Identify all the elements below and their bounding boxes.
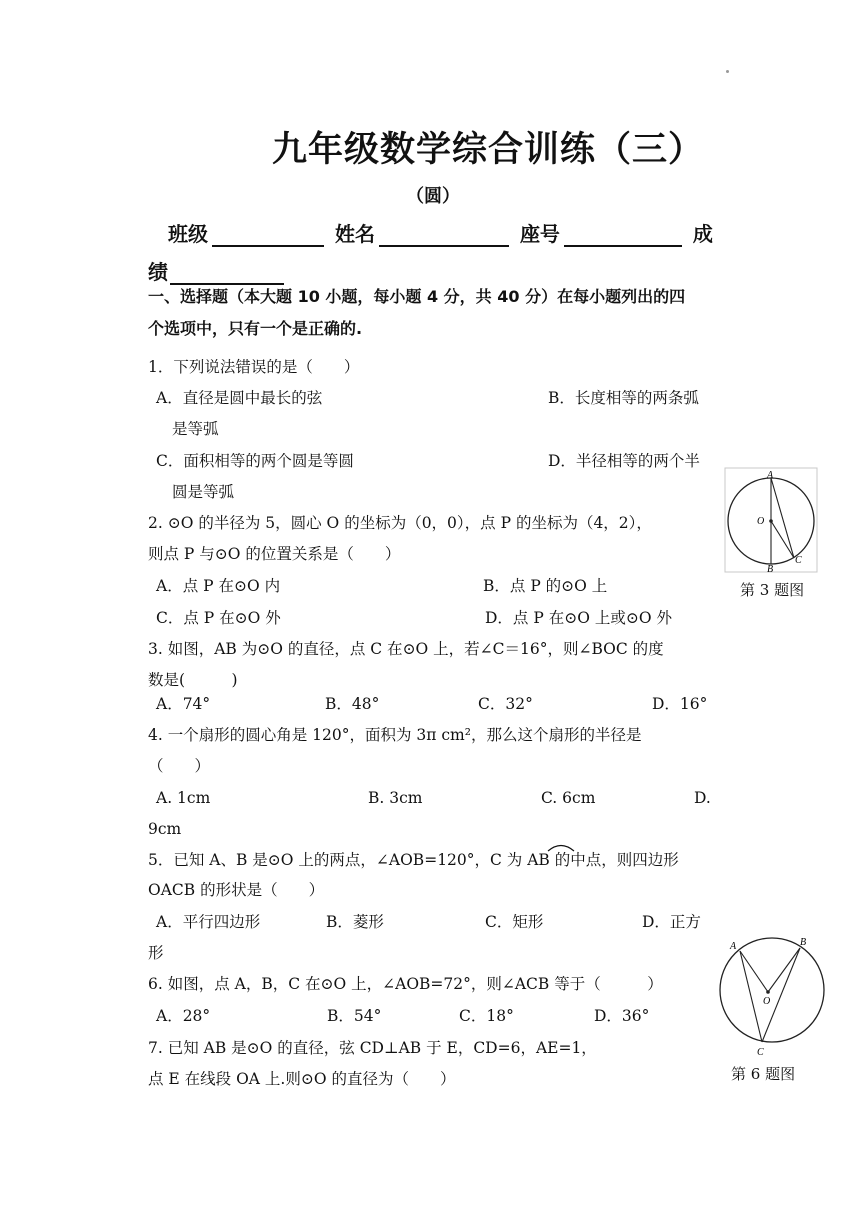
q5-stem-line1: 5．已知 A、B 是⊙O 上的两点，∠AOB=120°，C 为 AB 的中点，则四边形 — [148, 851, 679, 869]
page-subtitle: （圆） — [406, 186, 460, 207]
figure-3-diagram — [724, 466, 820, 574]
name-label: 姓名 — [334, 222, 375, 246]
q2-option-b: B．点 P 的⊙O 上 — [483, 577, 608, 595]
figure-3-chord — [771, 478, 794, 558]
figure-6-diagram — [716, 934, 828, 1060]
score-row — [148, 256, 288, 285]
score-label-2: 绩 — [148, 260, 168, 284]
figure-3-caption: 第 3 题图 — [740, 581, 805, 599]
q3-option-a: A．74° — [156, 695, 211, 713]
q6-option-d: D．36° — [594, 1007, 650, 1025]
q5-stem-line2: OACB 的形状是（ ） — [148, 881, 325, 899]
class-field[interactable] — [212, 227, 324, 247]
q2-option-d: D．点 P 在⊙O 上或⊙O 外 — [485, 609, 672, 627]
q3-option-d: D．16° — [652, 695, 708, 713]
seat-field[interactable] — [564, 227, 682, 247]
q1-option-a: A．直径是圆中最长的弦 — [156, 389, 323, 407]
q7-stem-line1: 7. 已知 AB 是⊙O 的直径，弦 CD⊥AB 于 E，CD=6，AE=1， — [148, 1039, 597, 1057]
q2-stem-line1: 2. ⊙O 的半径为 5，圆心 O 的坐标为（0，0），点 P 的坐标为（4，2）， — [148, 514, 652, 532]
q1-option-b: B．长度相等的两条弧 — [548, 389, 699, 407]
q5-option-c: C．矩形 — [485, 913, 544, 931]
q4-stem-line1: 4. 一个扇形的圆心角是 120°，面积为 3π cm²，那么这个扇形的半径是 — [148, 726, 642, 744]
q6-option-b: B．54° — [327, 1007, 382, 1025]
q6-option-a: A．28° — [156, 1007, 211, 1025]
figure-3-radius — [771, 521, 794, 558]
page-title: 九年级数学综合训练（三） — [272, 130, 705, 170]
q3-option-c: C．32° — [478, 695, 533, 713]
q3-stem-line2: 数是( ) — [148, 671, 238, 689]
figure-6-caption: 第 6 题图 — [731, 1065, 796, 1083]
q1-option-d-cont: 圆是等弧 — [172, 483, 235, 501]
q2-option-c: C．点 P 在⊙O 外 — [156, 609, 281, 627]
q4-option-a: A. 1cm — [156, 789, 211, 807]
figure-6-label-b: B — [800, 937, 807, 948]
q4-option-b: B. 3cm — [368, 789, 423, 807]
figure-3-label-o: O — [757, 516, 765, 527]
figure-3-label-c: C — [795, 555, 802, 566]
q2-option-a: A．点 P 在⊙O 内 — [156, 577, 281, 595]
corner-dot — [726, 70, 729, 73]
q1-stem: 1．下列说法错误的是（ ） — [148, 358, 360, 376]
q4-option-d: D. — [694, 789, 711, 807]
q5-option-a: A．平行四边形 — [156, 913, 261, 931]
class-label: 班级 — [168, 222, 208, 246]
q3-stem-line1: 3. 如图，AB 为⊙O 的直径，点 C 在⊙O 上，若∠C＝16°，则∠BOC 的度 — [148, 640, 664, 658]
seat-label: 座号 — [519, 222, 560, 246]
figure-3-center-dot — [769, 519, 773, 523]
figure-3-label-a: A — [767, 470, 774, 481]
name-field[interactable] — [379, 227, 509, 247]
q1-option-b-cont: 是等弧 — [172, 420, 219, 438]
q1-option-c: C．面积相等的两个圆是等圆 — [156, 452, 354, 470]
q6-option-c: C．18° — [459, 1007, 514, 1025]
score-field[interactable] — [170, 265, 284, 285]
figure-6-label-o: O — [763, 996, 771, 1007]
figure-6-label-a: A — [730, 941, 737, 952]
section-heading-line1: 一、选择题（本大题 10 小题，每小题 4 分，共 40 分）在每小题列出的四 — [148, 287, 686, 306]
q2-stem-line2: 则点 P 与⊙O 的位置关系是（ ） — [148, 545, 401, 563]
figure-3-label-b: B — [767, 564, 774, 574]
q4-option-d-cont: 9cm — [148, 820, 182, 838]
figure-6-bc — [762, 948, 800, 1042]
q4-stem-line2: （ ） — [148, 757, 211, 775]
figure-6-label-c: C — [757, 1047, 764, 1058]
q5-option-d: D．正方 — [642, 913, 701, 931]
figure-6-center-dot — [766, 990, 770, 994]
score-label-1: 成 — [692, 222, 713, 246]
q5-option-b: B．菱形 — [326, 913, 384, 931]
q4-option-c: C. 6cm — [541, 789, 596, 807]
figure-6-circle — [720, 938, 824, 1042]
q3-option-b: B．48° — [325, 695, 380, 713]
q6-stem: 6. 如图，点 A，B，C 在⊙O 上，∠AOB=72°，则∠ACB 等于（ ） — [148, 975, 663, 993]
q1-option-d: D．半径相等的两个半 — [548, 452, 700, 470]
figure-6-ob — [768, 948, 800, 992]
section-heading-line2: 个选项中，只有一个是正确的. — [148, 319, 363, 338]
student-info-row — [168, 218, 713, 247]
q7-stem-line2: 点 E 在线段 OA 上.则⊙O 的直径为（ ） — [148, 1070, 456, 1088]
figure-6-oa — [740, 951, 768, 992]
figure-6-ac — [740, 951, 762, 1042]
arc-symbol — [546, 842, 576, 852]
q5-option-d-cont: 形 — [148, 944, 164, 962]
